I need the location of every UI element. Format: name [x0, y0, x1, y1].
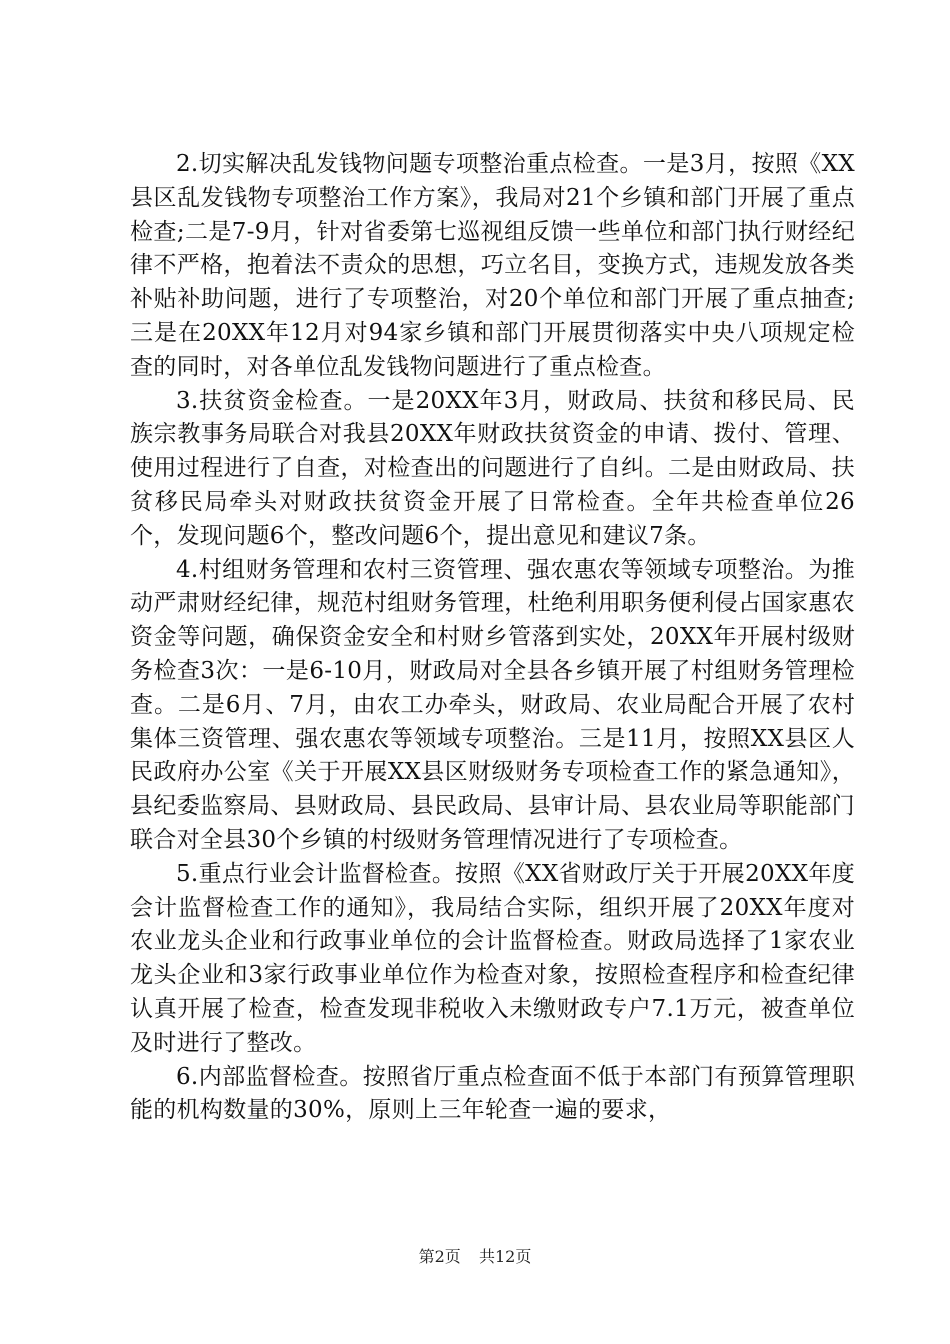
paragraph-item-6: 6.内部监督检查。按照省厅重点检查面不低于本部门有预算管理职能的机构数量的30%，原则上三年轮查一遍的要求， [130, 1063, 855, 1124]
page-footer [0, 1244, 950, 1267]
document-body [130, 148, 855, 1128]
paragraph-item-4: 4.村组财务管理和农村三资管理、强农惠农等领域专项整治。为推动严肃财经纪律，规范村组财务管理，杜绝利用职务便利侵占国家惠农资金等问题，确保资金安全和村财乡管落到实处，20XX年开展村级财务检查3次：一是6-10月，财政局对全县各乡镇开展了村组财务管理检查。二是6月、7月，由农工办牵头，财政局、农业局配合开展了农村集体三资管理、强农惠农等领域专项整治。三是11月，按照XX县区人民政府办公室《关于开展XX县区财级财务专项检查工作的紧急通知》，县纪委监察局、县财政局、县民政局、县审计局、县农业局等职能部门联合对全县30个乡镇的村级财务管理情况进行了专项检查。 [130, 556, 855, 853]
paragraph-item-5: 5.重点行业会计监督检查。按照《XX省财政厅关于开展20XX年度会计监督检查工作的通知》，我局结合实际，组织开展了20XX年度对农业龙头企业和行政事业单位的会计监督检查。财政局选择了1家农业龙头企业和3家行政事业单位作为检查对象，按照检查程序和检查纪律认真开展了检查，检查发现非税收入未缴财政专户7.1万元，被查单位及时进行了整改。 [130, 860, 855, 1056]
paragraph-item-2: 2.切实解决乱发钱物问题专项整治重点检查。一是3月，按照《XX县区乱发钱物专项整治工作方案》，我局对21个乡镇和部门开展了重点检查;二是7-9月，针对省委第七巡视组反馈一些单位和部门执行财经纪律不严格，抱着法不责众的思想，巧立名目，变换方式，违规发放各类补贴补助问题，进行了专项整治，对20个单位和部门开展了重点抽查;三是在20XX年12月对94家乡镇和部门开展贯彻落实中央八项规定检查的同时，对各单位乱发钱物问题进行了重点检查。 [130, 151, 855, 380]
page-total: 共12页 [479, 1247, 532, 1266]
paragraph-item-3: 3.扶贫资金检查。一是20XX年3月，财政局、扶贫和移民局、民族宗教事务局联合对我县20XX年财政扶贫资金的申请、拨付、管理、使用过程进行了自查，对检查出的问题进行了自纠。二是由财政局、扶贫移民局牵头对财政扶贫资金开展了日常检查。全年共检查单位26个，发现问题6个，整改问题6个，提出意见和建议7条。 [130, 387, 855, 549]
page-number: 第2页 [418, 1247, 461, 1266]
